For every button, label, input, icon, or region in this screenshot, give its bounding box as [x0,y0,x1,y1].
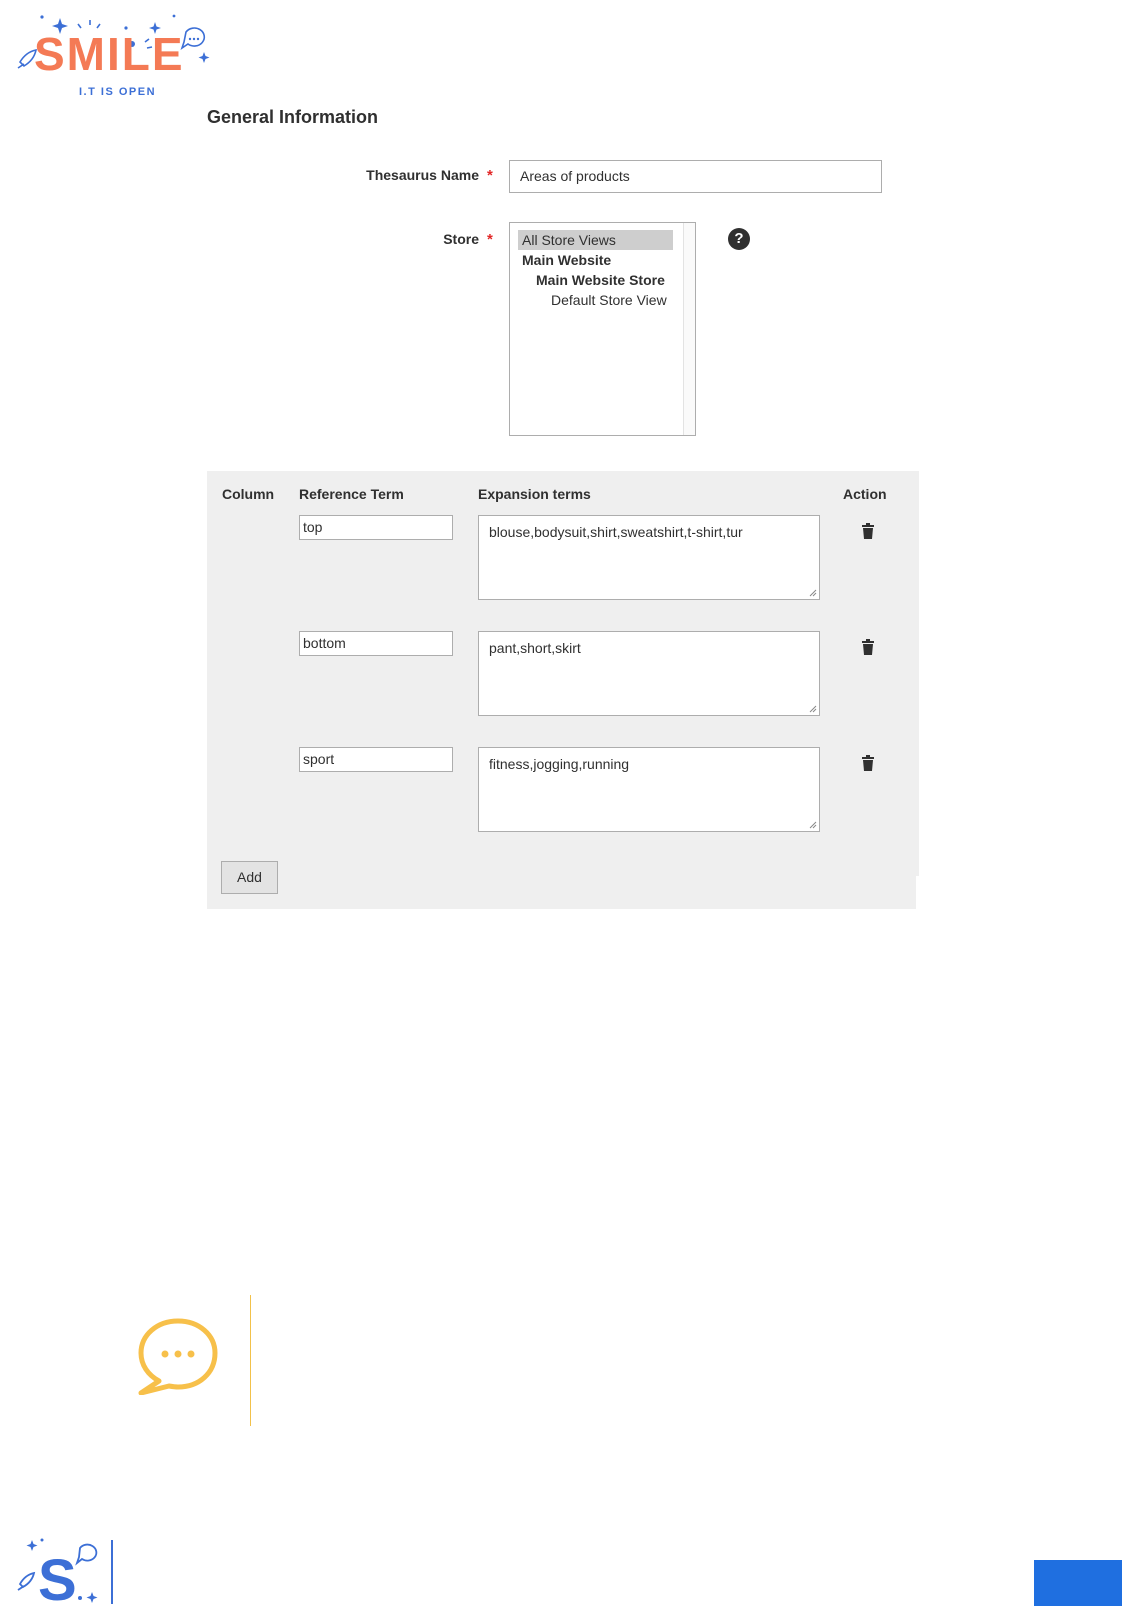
grid-edge [916,876,919,909]
add-row-button[interactable]: Add [221,861,278,894]
store-option-all[interactable]: All Store Views [518,230,673,250]
required-asterisk: * [487,167,493,184]
resize-grip-icon[interactable] [809,705,817,713]
store-multiselect[interactable] [509,222,696,436]
reference-term-input[interactable]: top [299,515,453,540]
resize-grip-icon[interactable] [809,589,817,597]
reference-term-input[interactable]: bottom [299,631,453,656]
svg-text:S: S [38,1548,77,1606]
required-asterisk: * [487,231,493,248]
table-row [207,747,919,835]
store-option-view[interactable]: Default Store View [551,292,667,308]
speech-bubble-icon [135,1315,221,1395]
expansion-terms-textarea[interactable] [478,515,820,600]
expansion-terms-text: fitness,jogging,running [489,756,630,772]
thesaurus-name-label: Thesaurus Name [366,167,479,183]
expansion-terms-textarea[interactable] [478,631,820,716]
expansion-terms-text: pant,short,skirt [489,640,581,656]
table-row [207,631,919,719]
thesaurus-name-input[interactable]: Areas of products [509,160,882,193]
select-scrollbar[interactable] [683,223,695,435]
smile-s-logo [14,1536,100,1606]
question-circle-icon[interactable]: ? [728,228,750,250]
svg-text:SMILE: SMILE [34,28,185,80]
trash-icon[interactable] [861,639,875,655]
terms-grid [207,471,919,909]
column-header-expansion: Expansion terms [478,486,591,502]
expansion-terms-textarea[interactable] [478,747,820,832]
trash-icon[interactable] [861,755,875,771]
section-title: General Information [207,107,379,127]
column-header-column: Column [222,486,275,502]
expansion-terms-text: blouse,bodysuit,shirt,sweatshirt,t-shirt,tur [489,524,743,540]
resize-grip-icon[interactable] [809,821,817,829]
store-option-store[interactable]: Main Website Store [536,272,665,288]
footer-divider [111,1540,113,1604]
column-header-action: Action [843,486,887,502]
logo-tagline: I.T IS OPEN [79,86,157,98]
trash-icon[interactable] [861,523,875,539]
column-header-reference: Reference Term [299,486,404,502]
table-row [207,515,919,603]
store-label: Store [443,231,479,247]
reference-term-input[interactable]: sport [299,747,453,772]
divider [250,1295,251,1426]
page-number-box [1034,1560,1122,1606]
store-option-website[interactable]: Main Website [522,252,612,268]
